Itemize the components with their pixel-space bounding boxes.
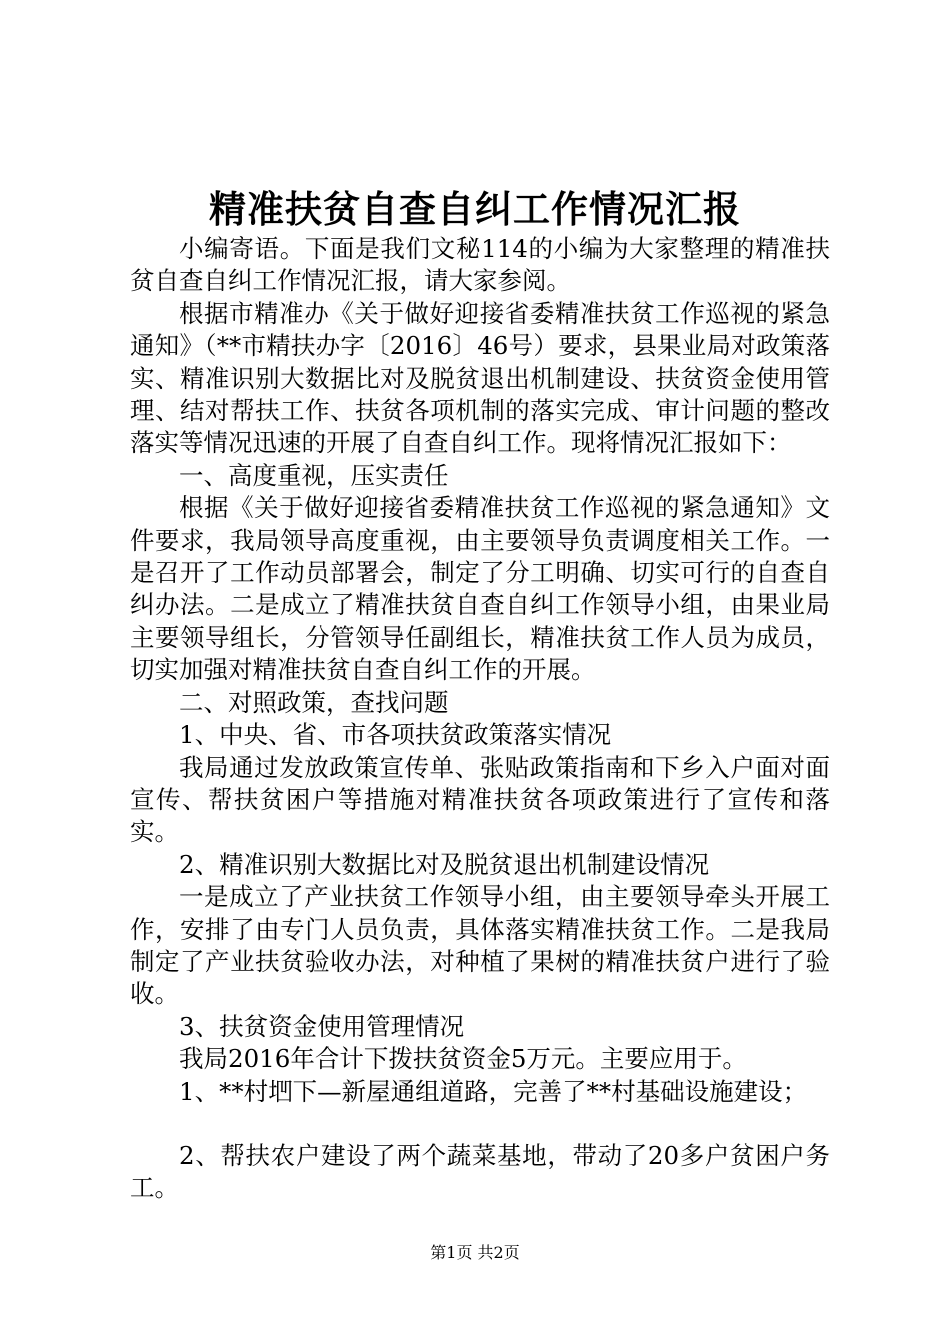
document-title: 精准扶贫自查自纠工作情况汇报	[209, 187, 741, 231]
subheading-2-2: 2、精准识别大数据比对及脱贫退出机制建设情况	[179, 849, 710, 879]
document-body	[130, 233, 830, 1205]
subheading-2-1: 1、中央、省、市各项扶贫政策落实情况	[179, 720, 612, 750]
subheading-2-3: 3、扶贫资金使用管理情况	[179, 1011, 465, 1041]
subsection-2-1-paragraph: 我局通过发放政策宣传单、张贴政策指南和下乡入户面对面宣传、帮扶贫困户等措施对精准扶贫各项政策进行了宣传和落实。	[130, 752, 830, 847]
fund-use-item-2: 2、帮扶农户建设了两个蔬菜基地，带动了20多户贫困户务工。	[130, 1140, 830, 1203]
section-heading-2: 二、对照政策，查找问题	[179, 687, 449, 717]
subsection-2-3-paragraph: 我局2016年合计下拨扶贫资金5万元。主要应用于。	[179, 1044, 747, 1074]
section-1-paragraph: 根据《关于做好迎接省委精准扶贫工作巡视的紧急通知》文件要求，我局领导高度重视，由主要领导负责调度相关工作。一是召开了工作动员部署会，制定了分工明确、切实可行的自查自纠办法。二是成立了精准扶贫自查自纠工作领导小组，由果业局主要领导组长，分管领导任副组长，精准扶贫工作人员为成员，切实加强对精准扶贫自查自纠工作的开展。	[130, 493, 830, 685]
section-heading-1: 一、高度重视，压实责任	[179, 460, 449, 490]
fund-use-item-1: 1、**村垇下—新屋通组道路，完善了**村基础设施建设；	[179, 1076, 808, 1106]
intro-paragraph: 小编寄语。下面是我们文秘114的小编为大家整理的精准扶贫自查自纠工作情况汇报，请大家参阅。	[130, 234, 830, 296]
background-paragraph: 根据市精准办《关于做好迎接省委精准扶贫工作巡视的紧急通知》（**市精扶办字〔2016〕46号）要求，县果业局对政策落实、精准识别大数据比对及脱贫退出机制建设、扶贫资金使用管理、结对帮扶工作、扶贫各项机制的落实完成、审计问题的整改落实等情况迅速的开展了自查自纠工作。现将情况汇报如下：	[130, 298, 830, 458]
subsection-2-2-paragraph: 一是成立了产业扶贫工作领导小组，由主要领导牵头开展工作，安排了由专门人员负责，具体落实精准扶贫工作。二是我局制定了产业扶贫验收办法，对种植了果树的精准扶贫户进行了验收。	[130, 882, 830, 1009]
page-footer: 第1页 共2页	[430, 1243, 520, 1262]
